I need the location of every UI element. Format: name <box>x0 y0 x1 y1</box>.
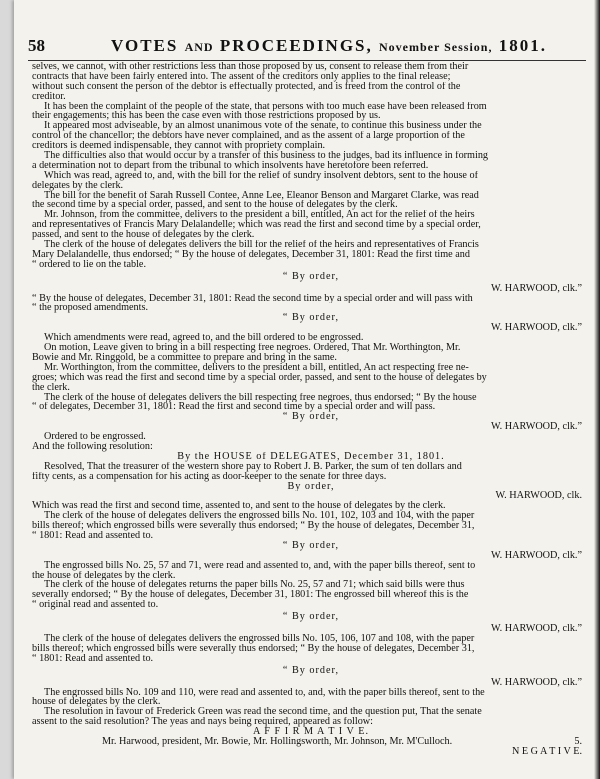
text-line: creditor. <box>32 91 66 102</box>
text-line: “ original read and assented to. <box>32 600 159 611</box>
text-line: The bill for the benefit of Sarah Russell Contee, Anne Lee, Eleanor Benson and Margaret Clarke, was read <box>44 190 479 201</box>
page-body <box>32 62 590 757</box>
affirmative-heading: A F F I R M A T I V E. <box>252 727 370 737</box>
text-line: Which was read the first and second time, assented to, and sent to the house of delegates by the clerk. <box>32 501 446 512</box>
text-line: the house of delegates by the clerk. <box>32 570 176 581</box>
text-line: without such consent the person of the debtor is effectually protected, and is freed from the control of the <box>32 81 461 92</box>
text-line: groes; which was read the first and second time by a special order, passed, and sent to the house of delegates by <box>32 372 487 383</box>
text-line: It has been the complaint of the people of the state, that persons with too much ease have been released from <box>44 101 487 112</box>
text-line: “ By the house of delegates, December 31, 1801: Read the second time by a special order and will pass with <box>32 293 473 304</box>
text-line: The engrossed bills No. 25, 57 and 71, were read and assented to, and, with the paper bills thereof, sent to <box>44 560 476 571</box>
title-proceedings: PROCEEDINGS, <box>219 36 373 55</box>
text-line: “ of delegates, December 31, 1801: Read the first and second time by a special order and will pass. <box>32 402 436 413</box>
resolution-heading: By the HOUSE of DELEGATES, December 31, 1801. <box>177 451 445 462</box>
affirmative-names: Mr. Harwood, president, Mr. Bowie, Mr. Hollingsworth, Mr. Johnson, Mr. M'Culloch. <box>102 737 453 747</box>
text-line: The engrossed bills No. 109 and 110, were read and assented to, and, with the paper bills thereof, sent to the <box>44 687 485 698</box>
clerk-signature-line: W. HARWOOD, clk.” <box>490 624 582 634</box>
text-line: the clerk. <box>32 382 70 393</box>
text-line: assent to the said resolution? The yeas and nays being required, appeared as follow: <box>32 717 373 728</box>
text-line: a determination not to depart from the tribunal to which insolvents have heretofore been referred. <box>32 160 429 171</box>
title-year: 1801. <box>498 36 547 55</box>
text-line: Resolved, That the treasurer of the western shore pay to Robert J. B. Parker, the sum of ten dollars and <box>44 461 462 472</box>
text-line: Mr. Worthington, from the committee, delivers to the president a bill, entitled, An act respecting free ne- <box>44 362 469 373</box>
by-order-line: “ By order, <box>282 611 340 623</box>
text-line: The clerk of the house of delegates returns the paper bills No. 25, 57 and 71; which said bills were thus <box>44 580 465 591</box>
text-line: the second time by a special order, passed, and sent to the house of delegates by the clerk. <box>32 200 398 211</box>
text-line: “ ordered to lie on the table. <box>32 259 146 270</box>
by-order-line: By order, <box>287 481 335 492</box>
text-line: The clerk of the house of delegates delivers the engrossed bills No. 101, 102, 103 and 104, with the paper <box>44 511 475 522</box>
text-line: control of the chancellor; the debtors have never complained, and as the assent of a large proportion of the <box>32 131 465 142</box>
by-order-line: “ By order, <box>282 270 340 282</box>
text-line: The clerk of the house of delegates delivers the bill respecting free negroes, thus endorsed; “ By the house <box>44 392 477 403</box>
clerk-signature-line: W. HARWOOD, clk.” <box>490 283 582 294</box>
text-line: The difficulties also that would occur by a transfer of this business to the judges, bad its influence in forming <box>44 151 489 161</box>
title-votes: VOTES <box>111 36 179 55</box>
text-line: and representatives of Francis Mary Delalandelle; which was read the first and second time by a special order, <box>32 220 481 231</box>
text-line: Mr. Johnson, from the committee, delivers to the president a bill, entitled, An act for the relief of the heirs <box>44 210 475 221</box>
text-line: bills thereof; which engrossed bills were severally thus endorsed; “ By the house of delegates, December 31, <box>32 521 475 531</box>
text-line: The clerk of the house of delegates delivers the bill for the relief of the heirs and representatives of Francis <box>44 240 479 250</box>
text-line: severally endorsed; “ By the house of delegates, December 31, 1801: The engrossed bill whereof this is the <box>32 590 469 601</box>
text-line: Which amendments were read, agreed to, and the bill ordered to be engrossed. <box>44 333 364 344</box>
text-line: Ordered to be engrossed. <box>44 432 146 442</box>
text-line: creditors is deemed indispensable, they cannot with propriety complain. <box>32 141 326 152</box>
by-order-line: “ By order, <box>282 664 340 676</box>
text-line: Mary Delalandelle, thus endorsed; “ By the house of delegates, December 31, 1801: Read the first time and <box>32 249 470 260</box>
affirmative-count: 5. <box>574 737 582 747</box>
vote-row <box>32 737 590 747</box>
text-line: “ 1801: Read and assented to. <box>32 653 154 664</box>
text-line: bills thereof; which engrossed bills were severally thus endorsed; “ By the house of delegates, December 31, <box>32 643 475 654</box>
scan-dark-edge <box>594 0 600 779</box>
text-line: And the following resolution: <box>32 441 153 452</box>
text-line: The clerk of the house of delegates delivers the engrossed bills No. 105, 106, 107 and 108, with the paper <box>44 633 475 644</box>
clerk-signature-line: W. HARWOOD, clk.” <box>490 677 582 688</box>
text-line: It appeared most adviseable, by an almost unanimous vote of the senate, to continue this business under the <box>44 121 482 132</box>
clerk-signature-line: W. HARWOOD, clk. <box>495 491 582 502</box>
by-order-line: “ By order, <box>282 313 340 324</box>
text-line: The resolution in favour of Frederick Green was read the second time, and the question put, That the senate <box>44 707 482 718</box>
text-line: On motion, Leave given to bring in a bill respecting free negroes. Ordered, That Mr. Worthington, Mr. <box>44 343 461 353</box>
text-line: contracts that have been fairly entered into. The assent of the creditors only applies to the final release; <box>32 71 451 82</box>
document-page <box>14 0 600 779</box>
clerk-signature-line: W. HARWOOD, clk.” <box>490 323 582 334</box>
clerk-signature-line: W. HARWOOD, clk.” <box>490 422 582 433</box>
text-line: their engagements; this has been the case even with those restrictions proposed by us. <box>32 111 381 122</box>
text-line: “ 1801: Read and assented to. <box>32 530 154 541</box>
by-order-line: “ By order, <box>282 412 340 423</box>
text-line: Bowie and Mr. Ringgold, be a committee to prepare and bring in the same. <box>32 352 337 363</box>
title-and: AND <box>184 40 214 54</box>
page-header <box>28 36 586 61</box>
page-number: 58 <box>28 36 45 55</box>
text-line: house of delegates by the clerk. <box>32 697 161 708</box>
by-order-line: “ By order, <box>282 540 340 551</box>
text-line: passed, and sent to the house of delegates by the clerk. <box>32 230 255 241</box>
title-session: November Session, <box>379 40 493 54</box>
clerk-signature-line: W. HARWOOD, clk.” <box>490 550 582 561</box>
text-line: fifty cents, as a compensation for his acting as door-keeper to the senate for three days. <box>32 471 387 482</box>
text-line: delegates by the clerk. <box>32 180 124 191</box>
text-line: selves, we cannot, with other restrictions less than those proposed by us, consent to release them from their <box>32 62 469 72</box>
text-line: “ the proposed amendments. <box>32 303 148 314</box>
text-line: Which was read, agreed to, and, with the bill for the relief of sundry insolvent debtors, sent to the house of <box>44 170 478 181</box>
negative-heading: N E G A T I V E. <box>511 746 582 757</box>
running-title <box>72 36 586 56</box>
